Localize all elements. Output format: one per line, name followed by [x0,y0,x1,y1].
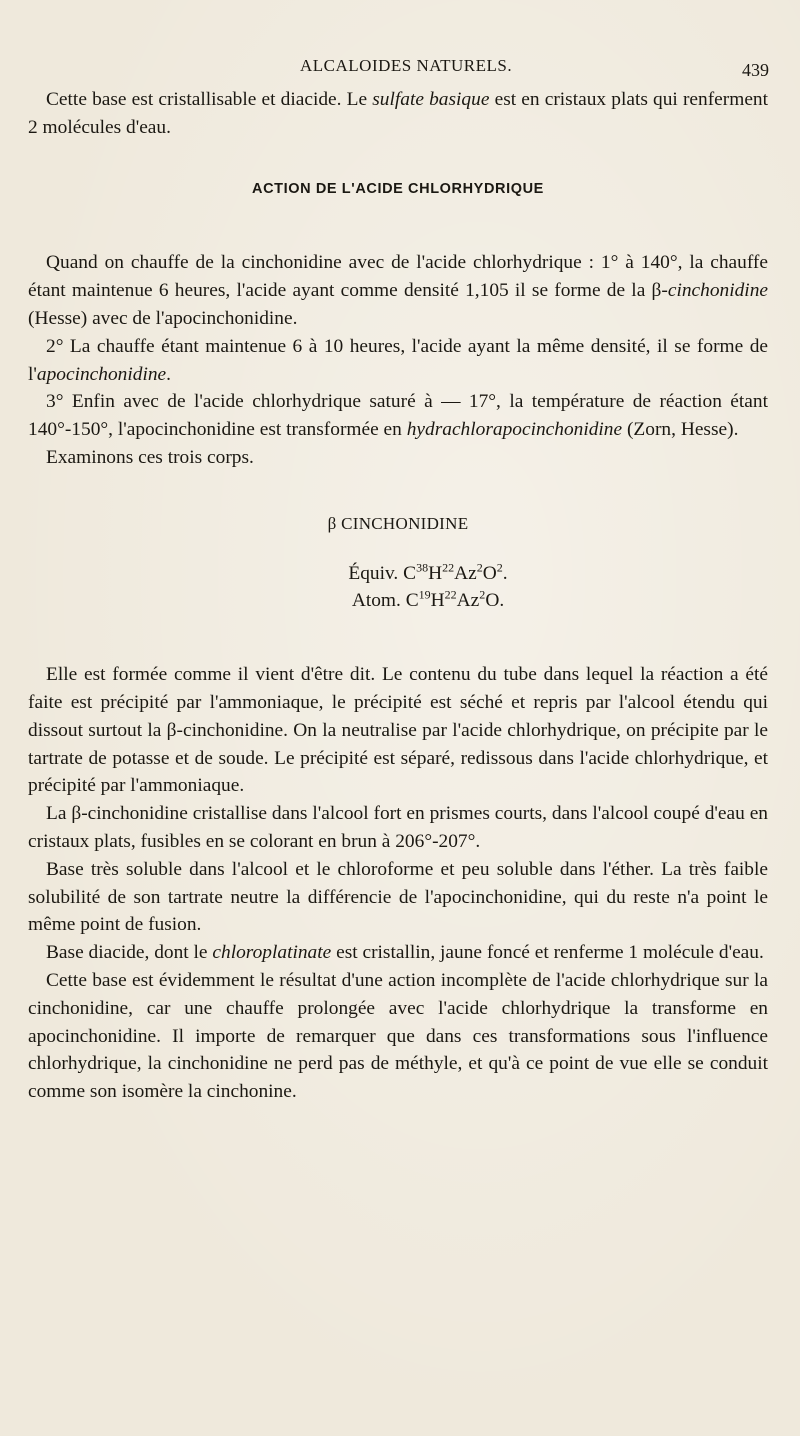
formula-subscript: 22 [444,587,457,602]
formula-subscript: 2 [479,587,486,602]
paragraph-beta-5: Cette base est évidemment le résultat d'une action incomplète de l'acide chlorhydrique sur la cinchonidine, car une chauffe prolongée avec l'acide chlorhydrique la transforme en apocinchonidine. Il importe de remarquer que dans ces transformations sous l'influence chlorhydrique, la cinchonidine ne perd pas de méthyle, et qu'à ce point de vue elle se conduit comme son isomère la cinchonine. [28,969,768,1103]
intro-text: Cette base est cristallisable et diacide. Le [46,89,373,110]
formula-element: C [403,562,417,584]
text-block [28,86,768,1106]
paragraph-text: Base diacide, dont le [46,942,213,964]
paragraph-text: est cristallin, jaune foncé et renferme 1 molécule d'eau. [331,942,764,964]
formula-element: H [430,590,445,612]
paragraph-action-3 [28,388,768,444]
formula-element: Az [454,562,477,584]
formula-subscript: 2 [496,560,503,575]
paragraph-beta-3: Base très soluble dans l'alcool et le chloroforme et peu soluble dans l'éther. La très faible solubilité de son tartrate neutre la différencie de l'apocinchonidine, qui du reste n'a point le même point de fusion. [28,858,768,936]
paragraph-beta-1: Elle est formée comme il vient d'être dit. Le contenu du tube dans lequel la réaction a été faite est précipité par l'ammoniaque, le précipité est séché et repris par l'alcool étendu qui dissout surtout la β-cinchonidine. On la neutralise par l'acide chlorhydrique, on précipite par le tartrate de potasse et de soude. Le précipité est séparé, redissous dans l'acide chlorhydrique, et précipité par l'ammoniaque. [28,664,768,797]
intro-paragraph [28,86,768,142]
running-title: ALCALOIDES NATURELS. [300,56,513,75]
paragraph-action-2 [28,333,768,389]
formula-label: Équiv. [348,562,404,584]
paragraph-text: . [166,363,171,385]
paragraph-text: (Zorn, Hesse). [622,419,739,441]
italic-term: chloroplatinate [212,942,332,964]
formula-end: . [502,562,508,584]
paragraph-text: 3° Enfin avec de l'acide chlorhydrique saturé à — 17°, la température de réaction étant 140°-150°, l'apocinchonidine est transformée en [28,391,768,441]
intro-text-end: est en cristaux plats qui renferment 2 molécules d'eau. [28,89,769,138]
paragraph-text: (Hesse) avec de l'apocinchonidine. [28,307,298,329]
page-number: 439 [742,60,769,80]
italic-term: hydrachlorapocinchonidine [406,419,623,441]
formula-subscript: 19 [418,587,431,602]
paragraph-text: 2° La chauffe étant maintenue 6 à 10 heures, l'acide ayant la même densité, il se forme de l' [28,335,768,385]
section-heading-beta-cinchonidine: β CINCHONIDINE [327,513,469,533]
italic-term: cinchonidine [667,280,768,302]
italic-term: apocinchonidine [36,363,167,385]
paragraph-beta-2: La β-cinchonidine cristallise dans l'alcool fort en prismes courts, dans l'alcool coupé d'eau en cristaux plats, fusibles en se colorant en brun à 206°-207°. [28,803,768,852]
formula-element: O [482,562,497,584]
formula-label: Atom. [351,590,406,612]
formula-element: H [428,562,443,584]
formula-element: Az [456,590,480,612]
formula-atom [28,587,768,615]
intro-italic-term: sulfate basique [372,89,490,110]
formula-subscript: 38 [416,560,429,575]
formula-end: . [499,590,505,612]
formula-equiv [28,560,768,588]
formula-subscript: 22 [442,560,455,575]
formula-subscript: 2 [476,560,483,575]
formula-element: C [405,590,419,612]
paragraph-action-1 [28,249,768,332]
paragraph-action-4: Examinons ces trois corps. [46,446,254,468]
section-heading-action: ACTION DE L'ACIDE CHLORHYDRIQUE [252,180,544,197]
paragraph-beta-4 [28,939,768,967]
paragraph-text: Quand on chauffe de la cinchonidine avec de l'acide chlorhydrique : 1° à 140°, la chauffe étant maintenue 6 heures, l'acide ayant comme densité 1,105 il se forme de la β- [28,252,768,302]
running-head [0,52,800,82]
formula-element: O [485,590,500,612]
